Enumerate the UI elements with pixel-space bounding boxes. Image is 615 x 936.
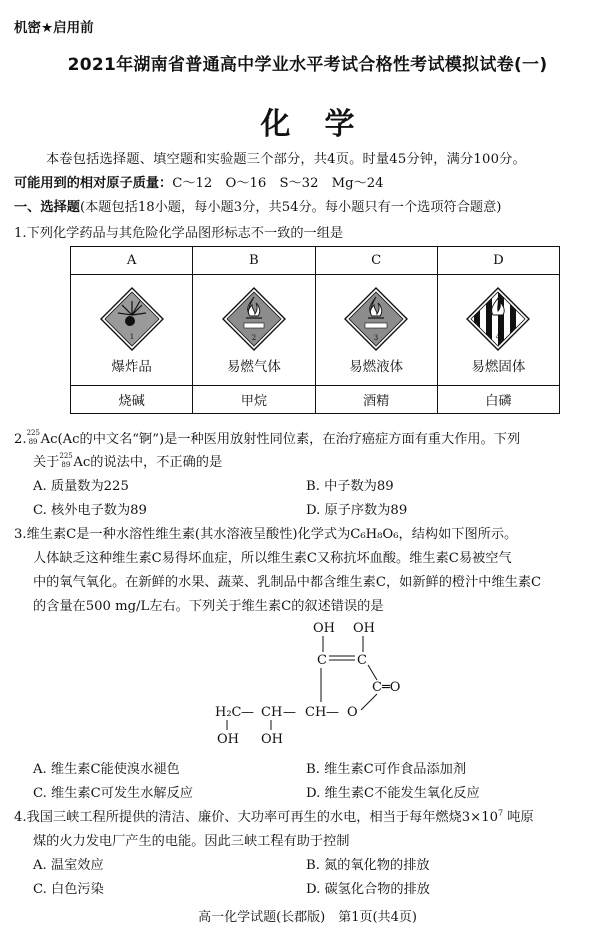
ring-carbon-left: C [317,653,327,668]
vitamin-c-structure [215,618,435,746]
hazard-class-number: 1 [129,333,134,341]
atomic-number: 89 [61,460,71,469]
hazard-cell-c [315,275,437,386]
oh-top-right: OH [353,621,375,636]
option-c[interactable]: C. 核外电子数为89 [33,503,147,518]
option-a[interactable]: A. 温室效应 [33,858,104,873]
ch-group-1: CH [261,705,283,720]
flammable-liquid-icon [344,287,408,351]
option-d[interactable]: D. 碳氢化合物的排放 [306,882,430,897]
col-d-letter: D [437,247,559,275]
hazard-class-number: 4 [496,333,501,341]
section-note: (本题包括18小题，每小题3分，共54分。每小题只有一个选项符合题意) [79,200,502,215]
oh-bottom-right: OH [261,732,283,746]
hazard-label-c: 易燃液体 [349,359,404,375]
question-4-line-1 [14,806,534,825]
hazard-label-d: 易燃固体 [471,359,526,375]
hazard-class-number: 3 [373,334,379,342]
page-footer: 高一化学试题(长郡版) 第1页(共4页) [198,910,417,925]
option-a[interactable]: A. 维生素C能使溴水褪色 [33,762,180,777]
flammable-gas-icon [222,287,286,351]
ch-group-2: CH [305,705,327,720]
atomic-number: 89 [28,437,38,446]
col-c-letter: C [315,247,437,275]
option-b[interactable]: B. 中子数为89 [306,479,394,494]
exponent: 7 [498,808,504,818]
ring-oxygen: O [347,705,358,720]
atomic-masses-label: 可能用到的相对原子质量： [14,176,173,191]
confidential-mark: 机密★启用前 [14,20,94,36]
exam-intro: 本卷包括选择题、填空题和实验题三个部分，共4页。时量45分钟，满分100分。 [46,152,526,167]
hazard-cell-b [193,275,315,386]
question-2-text-2a: 关于 [33,455,60,470]
question-2-line-2 [33,451,222,470]
hazard-label-a: 爆炸品 [111,359,152,375]
option-c[interactable]: C. 白色污染 [33,882,104,897]
oh-bottom-left: OH [217,732,239,746]
hazard-table [70,246,560,414]
option-b[interactable]: B. 氮的氧化物的排放 [306,858,430,873]
col-b-letter: B [193,247,315,275]
chemical-a: 烧碱 [71,386,193,414]
question-2-line-1 [14,428,520,447]
hazard-cell-d [437,275,559,386]
subject-title: 化学 [260,107,389,142]
bond-dash: — [241,705,254,720]
chemical-d: 白磷 [437,386,559,414]
section-title [14,196,501,215]
question-3-line-4: 的含量在500 mg/L左右。下列关于维生素C的叙述错误的是 [33,599,384,614]
question-4-line-2: 煤的火力发电厂产生的电能。因此三峡工程有助于控制 [33,834,350,849]
option-b[interactable]: B. 维生素C可作食品添加剂 [306,762,467,777]
question-4-text-1b: 吨原 [503,810,534,825]
question-4-text-1a: 4.我国三峡工程所提供的清洁、廉价、大功率可再生的水电，相当于每年燃烧3×10 [14,810,498,825]
question-2-text-2b: Ac的说法中，不正确的是 [73,455,223,470]
col-a-letter: A [71,247,193,275]
atomic-masses-values: C～12 O～16 S～32 Mg～24 [172,176,384,191]
ch2-group: H₂C [215,705,242,720]
question-number: 2. [14,432,27,447]
nuclide-symbol [59,451,73,470]
mass-number: 225 [26,428,40,437]
bond-dash: — [283,705,296,720]
question-3-line-1: 3.维生素C是一种水溶性维生素(其水溶液呈酸性)化学式为C₆H₈O₆，结构如下图所示。 [14,527,518,542]
question-3-line-2: 人体缺乏这种维生素C易得坏血症，所以维生素C又称抗坏血酸。维生素C易被空气 [33,551,512,566]
question-3-line-3: 中的氧气氧化。在新鲜的水果、蔬菜、乳制品中都含维生素C，如新鲜的橙汁中维生素C [33,575,542,590]
explosive-icon [100,287,164,351]
option-d[interactable]: D. 原子序数为89 [306,503,408,518]
nuclide-symbol [26,428,41,447]
hazard-class-number: 2 [251,334,257,342]
atomic-masses [14,172,384,191]
bond-dash: — [326,705,339,720]
flammable-solid-icon [466,287,530,351]
chemical-b: 甲烷 [193,386,315,414]
question-1-stem: 1.下列化学药品与其危险化学品图形标志不一致的一组是 [14,226,344,241]
mass-number: 225 [59,451,73,460]
oh-top-left: OH [313,621,335,636]
chemical-c: 酒精 [315,386,437,414]
hazard-label-b: 易燃气体 [226,359,281,375]
ring-carbon-right: C [357,653,367,668]
option-d[interactable]: D. 维生素C不能发生氧化反应 [306,786,480,801]
carbonyl-group: C═O [372,680,401,695]
exam-title: 2021年湖南省普通高中学业水平考试合格性考试模拟试卷(一) [67,55,548,75]
section-heading: 一、选择题 [14,200,80,215]
hazard-cell-a [71,275,193,386]
question-2-text-1: Ac(Ac的中文名“锕”)是一种医用放射性同位素，在治疗癌症方面有重大作用。下列 [40,432,521,447]
option-a[interactable]: A. 质量数为225 [33,479,129,494]
option-c[interactable]: C. 维生素C可发生水解反应 [33,786,193,801]
